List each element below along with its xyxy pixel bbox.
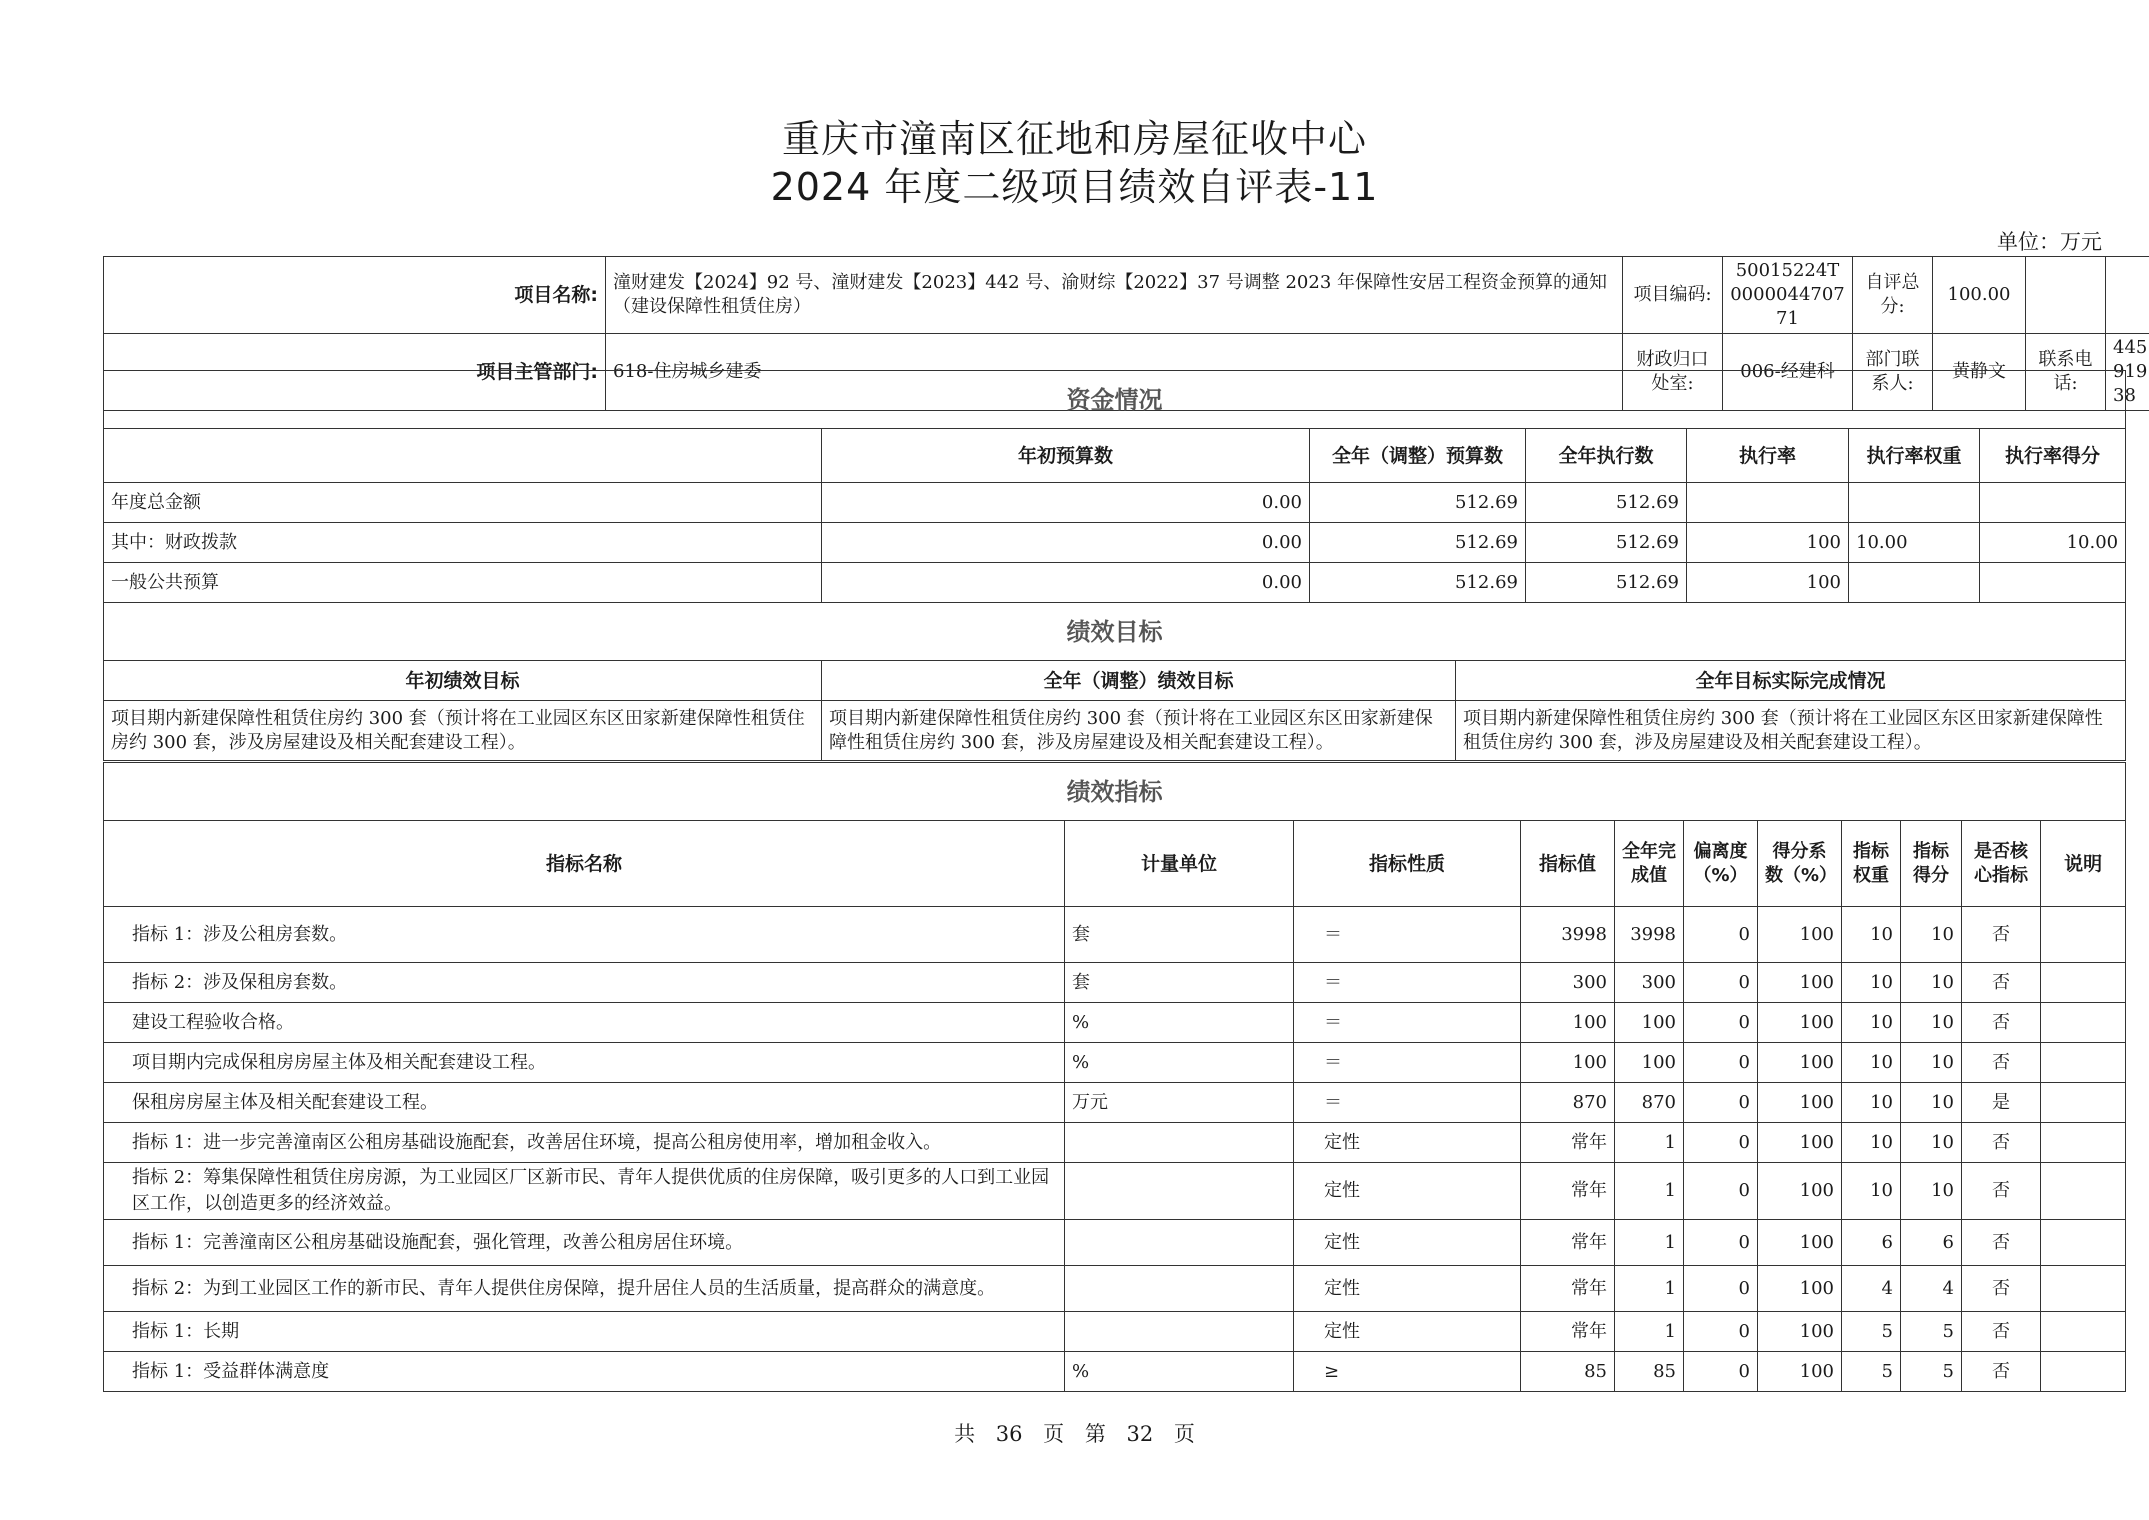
indicator-nature: ＝	[1294, 1043, 1521, 1083]
funds-initial: 0.00	[822, 523, 1310, 563]
indicator-row	[104, 1163, 2126, 1220]
funds-executed: 512.69	[1526, 523, 1687, 563]
indicator-core: 否	[1962, 1352, 2041, 1392]
indicator-weight: 5	[1842, 1352, 1901, 1392]
goals-header: 全年目标实际完成情况	[1456, 661, 2126, 701]
funds-row-label: 年度总金额	[104, 483, 822, 523]
indicator-weight: 10	[1842, 1123, 1901, 1163]
indicator-core: 否	[1962, 907, 2041, 963]
goal-initial: 项目期内新建保障性租赁住房约 300 套（预计将在工业园区东区田家新建保障性租赁住房约 300 套，涉及房屋建设及相关配套建设工程）。	[104, 701, 822, 761]
indicator-deviation: 0	[1684, 1220, 1758, 1266]
project-code-label: 项目编码:	[1623, 257, 1723, 334]
phone-number: 44591938	[2106, 334, 2149, 411]
indicator-nature: 定性	[1294, 1312, 1521, 1352]
indicators-header: 指标性质	[1294, 821, 1521, 907]
indicator-nature: ＝	[1294, 963, 1521, 1003]
funds-initial: 0.00	[822, 483, 1310, 523]
indicator-target: 870	[1521, 1083, 1615, 1123]
indicators-header: 是否核心指标	[1962, 821, 2041, 907]
indicator-row	[104, 1312, 2126, 1352]
indicator-unit: %	[1065, 1043, 1294, 1083]
indicator-target: 常年	[1521, 1220, 1615, 1266]
indicator-row	[104, 1352, 2126, 1392]
funds-section-title: 资金情况	[104, 371, 2126, 429]
goal-adjusted: 项目期内新建保障性租赁住房约 300 套（预计将在工业园区东区田家新建保障性租赁住房约 300 套，涉及房屋建设及相关配套建设工程）。	[822, 701, 1456, 761]
indicator-target: 3998	[1521, 907, 1615, 963]
funds-score	[1980, 563, 2126, 603]
indicator-done: 1	[1615, 1163, 1684, 1220]
indicators-header: 指标权重	[1842, 821, 1901, 907]
indicator-done: 1	[1615, 1312, 1684, 1352]
indicator-row	[104, 1083, 2126, 1123]
indicators-header: 说明	[2041, 821, 2126, 907]
funds-table	[103, 370, 2126, 603]
indicator-weight: 5	[1842, 1312, 1901, 1352]
indicators-table	[103, 762, 2126, 1392]
indicator-unit	[1065, 1163, 1294, 1220]
indicator-core: 否	[1962, 963, 2041, 1003]
indicators-header: 计量单位	[1065, 821, 1294, 907]
indicator-nature: 定性	[1294, 1123, 1521, 1163]
indicator-name: 指标 1：受益群体满意度	[104, 1352, 1065, 1392]
indicator-row	[104, 1043, 2126, 1083]
indicator-done: 300	[1615, 963, 1684, 1003]
indicator-target: 常年	[1521, 1266, 1615, 1312]
indicator-nature: ＝	[1294, 907, 1521, 963]
funds-row-label: 其中：财政拨款	[104, 523, 822, 563]
document-subtitle: 2024 年度二级项目绩效自评表-11	[770, 165, 1379, 209]
indicator-unit: 万元	[1065, 1083, 1294, 1123]
indicator-deviation: 0	[1684, 1003, 1758, 1043]
indicator-core: 否	[1962, 1163, 2041, 1220]
project-name-label: 项目名称:	[104, 257, 606, 334]
indicator-done: 1	[1615, 1123, 1684, 1163]
indicator-deviation: 0	[1684, 1123, 1758, 1163]
indicator-target: 100	[1521, 1003, 1615, 1043]
funds-row	[104, 563, 2126, 603]
indicator-note	[2041, 1003, 2126, 1043]
indicator-unit	[1065, 1266, 1294, 1312]
indicator-weight: 6	[1842, 1220, 1901, 1266]
funds-weight	[1849, 563, 1980, 603]
indicator-weight: 10	[1842, 907, 1901, 963]
indicator-score: 10	[1901, 907, 1962, 963]
indicator-name: 项目期内完成保租房房屋主体及相关配套建设工程。	[104, 1043, 1065, 1083]
indicator-done: 870	[1615, 1083, 1684, 1123]
indicators-header: 全年完成值	[1615, 821, 1684, 907]
indicator-score: 6	[1901, 1220, 1962, 1266]
indicator-unit: %	[1065, 1003, 1294, 1043]
goals-table	[103, 602, 2126, 761]
indicator-weight: 10	[1842, 1003, 1901, 1043]
funds-rate: 100	[1687, 563, 1849, 603]
indicator-deviation: 0	[1684, 1266, 1758, 1312]
indicator-coefficient: 100	[1758, 963, 1842, 1003]
funds-initial: 0.00	[822, 563, 1310, 603]
indicator-done: 85	[1615, 1352, 1684, 1392]
funds-row-label: 一般公共预算	[104, 563, 822, 603]
indicator-deviation: 0	[1684, 1352, 1758, 1392]
indicators-header: 指标名称	[104, 821, 1065, 907]
indicator-weight: 10	[1842, 963, 1901, 1003]
indicator-nature: ＝	[1294, 1003, 1521, 1043]
self-score: 100.00	[1933, 257, 2026, 334]
funds-header: 全年（调整）预算数	[1310, 429, 1526, 483]
self-score-label: 自评总分:	[1853, 257, 1933, 334]
funds-adjusted: 512.69	[1310, 483, 1526, 523]
funds-rate: 100	[1687, 523, 1849, 563]
indicator-note	[2041, 1266, 2126, 1312]
goals-header: 年初绩效目标	[104, 661, 822, 701]
indicator-name: 指标 1：涉及公租房套数。	[104, 907, 1065, 963]
indicator-deviation: 0	[1684, 907, 1758, 963]
indicator-target: 常年	[1521, 1312, 1615, 1352]
indicator-core: 否	[1962, 1312, 2041, 1352]
indicator-row	[104, 1123, 2126, 1163]
indicator-note	[2041, 1043, 2126, 1083]
indicator-coefficient: 100	[1758, 1312, 1842, 1352]
indicator-coefficient: 100	[1758, 1163, 1842, 1220]
indicator-deviation: 0	[1684, 1043, 1758, 1083]
indicator-row	[104, 1220, 2126, 1266]
indicator-note	[2041, 1123, 2126, 1163]
document-title: 重庆市潼南区征地和房屋征收中心	[781, 117, 1367, 161]
indicator-nature: ＝	[1294, 1083, 1521, 1123]
funds-header: 全年执行数	[1526, 429, 1687, 483]
project-name: 潼财建发【2024】92 号、潼财建发【2023】442 号、渝财综【2022】37 号调整 2023 年保障性安居工程资金预算的通知（建设保障性租赁住房）	[606, 257, 1623, 334]
indicator-score: 10	[1901, 1043, 1962, 1083]
indicator-row	[104, 1003, 2126, 1043]
indicator-unit	[1065, 1312, 1294, 1352]
indicators-header-row	[104, 821, 2126, 907]
indicator-coefficient: 100	[1758, 1352, 1842, 1392]
indicator-target: 常年	[1521, 1163, 1615, 1220]
indicator-core: 否	[1962, 1003, 2041, 1043]
indicator-unit: %	[1065, 1352, 1294, 1392]
indicator-note	[2041, 963, 2126, 1003]
funds-header-row	[104, 429, 2126, 483]
funds-score	[1980, 483, 2126, 523]
indicator-name: 指标 2：为到工业园区工作的新市民、青年人提供住房保障，提升居住人员的生活质量，提高群众的满意度。	[104, 1266, 1065, 1312]
indicator-coefficient: 100	[1758, 1003, 1842, 1043]
page-footer: 共 36 页 第 32 页	[954, 1422, 1195, 1446]
indicator-coefficient: 100	[1758, 907, 1842, 963]
indicator-name: 指标 2：筹集保障性租赁住房房源，为工业园区厂区新市民、青年人提供优质的住房保障，吸引更多的人口到工业园区工作，以创造更多的经济效益。	[104, 1163, 1065, 1220]
project-code: 50015224T000004470771	[1723, 257, 1853, 334]
indicator-weight: 10	[1842, 1083, 1901, 1123]
indicator-score: 10	[1901, 1163, 1962, 1220]
funds-adjusted: 512.69	[1310, 563, 1526, 603]
indicator-deviation: 0	[1684, 963, 1758, 1003]
indicator-row	[104, 907, 2126, 963]
indicator-name: 指标 1：完善潼南区公租房基础设施配套，强化管理，改善公租房居住环境。	[104, 1220, 1065, 1266]
indicator-coefficient: 100	[1758, 1123, 1842, 1163]
indicator-note	[2041, 1163, 2126, 1220]
funds-row	[104, 483, 2126, 523]
funds-header: 执行率得分	[1980, 429, 2126, 483]
indicator-done: 3998	[1615, 907, 1684, 963]
department: 618-住房城乡建委	[606, 334, 1623, 411]
funds-adjusted: 512.69	[1310, 523, 1526, 563]
indicator-unit	[1065, 1220, 1294, 1266]
indicators-header: 得分系数（%）	[1758, 821, 1842, 907]
indicator-core: 否	[1962, 1220, 2041, 1266]
indicator-score: 10	[1901, 1003, 1962, 1043]
indicators-header: 指标值	[1521, 821, 1615, 907]
indicator-nature: ≥	[1294, 1352, 1521, 1392]
funds-score: 10.00	[1980, 523, 2126, 563]
contact-person: 黄静文	[1933, 334, 2026, 411]
indicators-section-title: 绩效指标	[104, 763, 2126, 821]
funds-header: 年初预算数	[822, 429, 1310, 483]
funds-row	[104, 523, 2126, 563]
funds-header: 执行率权重	[1849, 429, 1980, 483]
indicators-header: 指标得分	[1901, 821, 1962, 907]
indicator-coefficient: 100	[1758, 1043, 1842, 1083]
funds-header: 执行率	[1687, 429, 1849, 483]
indicator-nature: 定性	[1294, 1163, 1521, 1220]
indicator-coefficient: 100	[1758, 1220, 1842, 1266]
indicator-unit	[1065, 1123, 1294, 1163]
indicator-core: 是	[1962, 1083, 2041, 1123]
indicator-name: 指标 1：长期	[104, 1312, 1065, 1352]
office: 006-经建科	[1723, 334, 1853, 411]
funds-executed: 512.69	[1526, 483, 1687, 523]
indicator-name: 指标 1：进一步完善潼南区公租房基础设施配套，改善居住环境，提高公租房使用率，增加租金收入。	[104, 1123, 1065, 1163]
indicator-row	[104, 963, 2126, 1003]
office-label: 财政归口处室:	[1623, 334, 1723, 411]
indicator-name: 建设工程验收合格。	[104, 1003, 1065, 1043]
indicator-weight: 4	[1842, 1266, 1901, 1312]
indicator-score: 4	[1901, 1266, 1962, 1312]
indicator-coefficient: 100	[1758, 1083, 1842, 1123]
indicator-deviation: 0	[1684, 1083, 1758, 1123]
indicator-target: 85	[1521, 1352, 1615, 1392]
indicator-note	[2041, 1220, 2126, 1266]
goals-section-title: 绩效目标	[104, 603, 2126, 661]
indicator-done: 100	[1615, 1003, 1684, 1043]
indicator-name: 指标 2：涉及保租房套数。	[104, 963, 1065, 1003]
indicator-core: 否	[1962, 1123, 2041, 1163]
indicator-target: 300	[1521, 963, 1615, 1003]
indicator-score: 5	[1901, 1352, 1962, 1392]
department-label: 项目主管部门:	[104, 334, 606, 411]
indicator-score: 10	[1901, 963, 1962, 1003]
indicator-score: 5	[1901, 1312, 1962, 1352]
indicator-weight: 10	[1842, 1163, 1901, 1220]
goals-header: 全年（调整）绩效目标	[822, 661, 1456, 701]
indicator-weight: 10	[1842, 1043, 1901, 1083]
indicator-note	[2041, 1312, 2126, 1352]
indicator-done: 100	[1615, 1043, 1684, 1083]
indicator-note	[2041, 907, 2126, 963]
indicator-core: 否	[1962, 1043, 2041, 1083]
indicator-unit: 套	[1065, 907, 1294, 963]
indicator-score: 10	[1901, 1123, 1962, 1163]
indicator-name: 保租房房屋主体及相关配套建设工程。	[104, 1083, 1065, 1123]
indicator-target: 100	[1521, 1043, 1615, 1083]
funds-rate	[1687, 483, 1849, 523]
unit-label: 单位：万元	[1997, 230, 2102, 254]
funds-weight: 10.00	[1849, 523, 1980, 563]
indicator-coefficient: 100	[1758, 1266, 1842, 1312]
funds-executed: 512.69	[1526, 563, 1687, 603]
phone-label: 联系电话:	[2026, 334, 2106, 411]
indicator-done: 1	[1615, 1220, 1684, 1266]
indicator-core: 否	[1962, 1266, 2041, 1312]
indicator-deviation: 0	[1684, 1163, 1758, 1220]
indicator-row	[104, 1266, 2126, 1312]
indicator-note	[2041, 1083, 2126, 1123]
indicator-unit: 套	[1065, 963, 1294, 1003]
funds-weight	[1849, 483, 1980, 523]
indicator-score: 10	[1901, 1083, 1962, 1123]
indicator-nature: 定性	[1294, 1266, 1521, 1312]
indicator-deviation: 0	[1684, 1312, 1758, 1352]
indicator-nature: 定性	[1294, 1220, 1521, 1266]
indicator-done: 1	[1615, 1266, 1684, 1312]
goal-actual: 项目期内新建保障性租赁住房约 300 套（预计将在工业园区东区田家新建保障性租赁住房约 300 套，涉及房屋建设及相关配套建设工程）。	[1456, 701, 2126, 761]
indicator-note	[2041, 1352, 2126, 1392]
indicators-header: 偏离度（%）	[1684, 821, 1758, 907]
indicator-target: 常年	[1521, 1123, 1615, 1163]
contact-label: 部门联系人:	[1853, 334, 1933, 411]
